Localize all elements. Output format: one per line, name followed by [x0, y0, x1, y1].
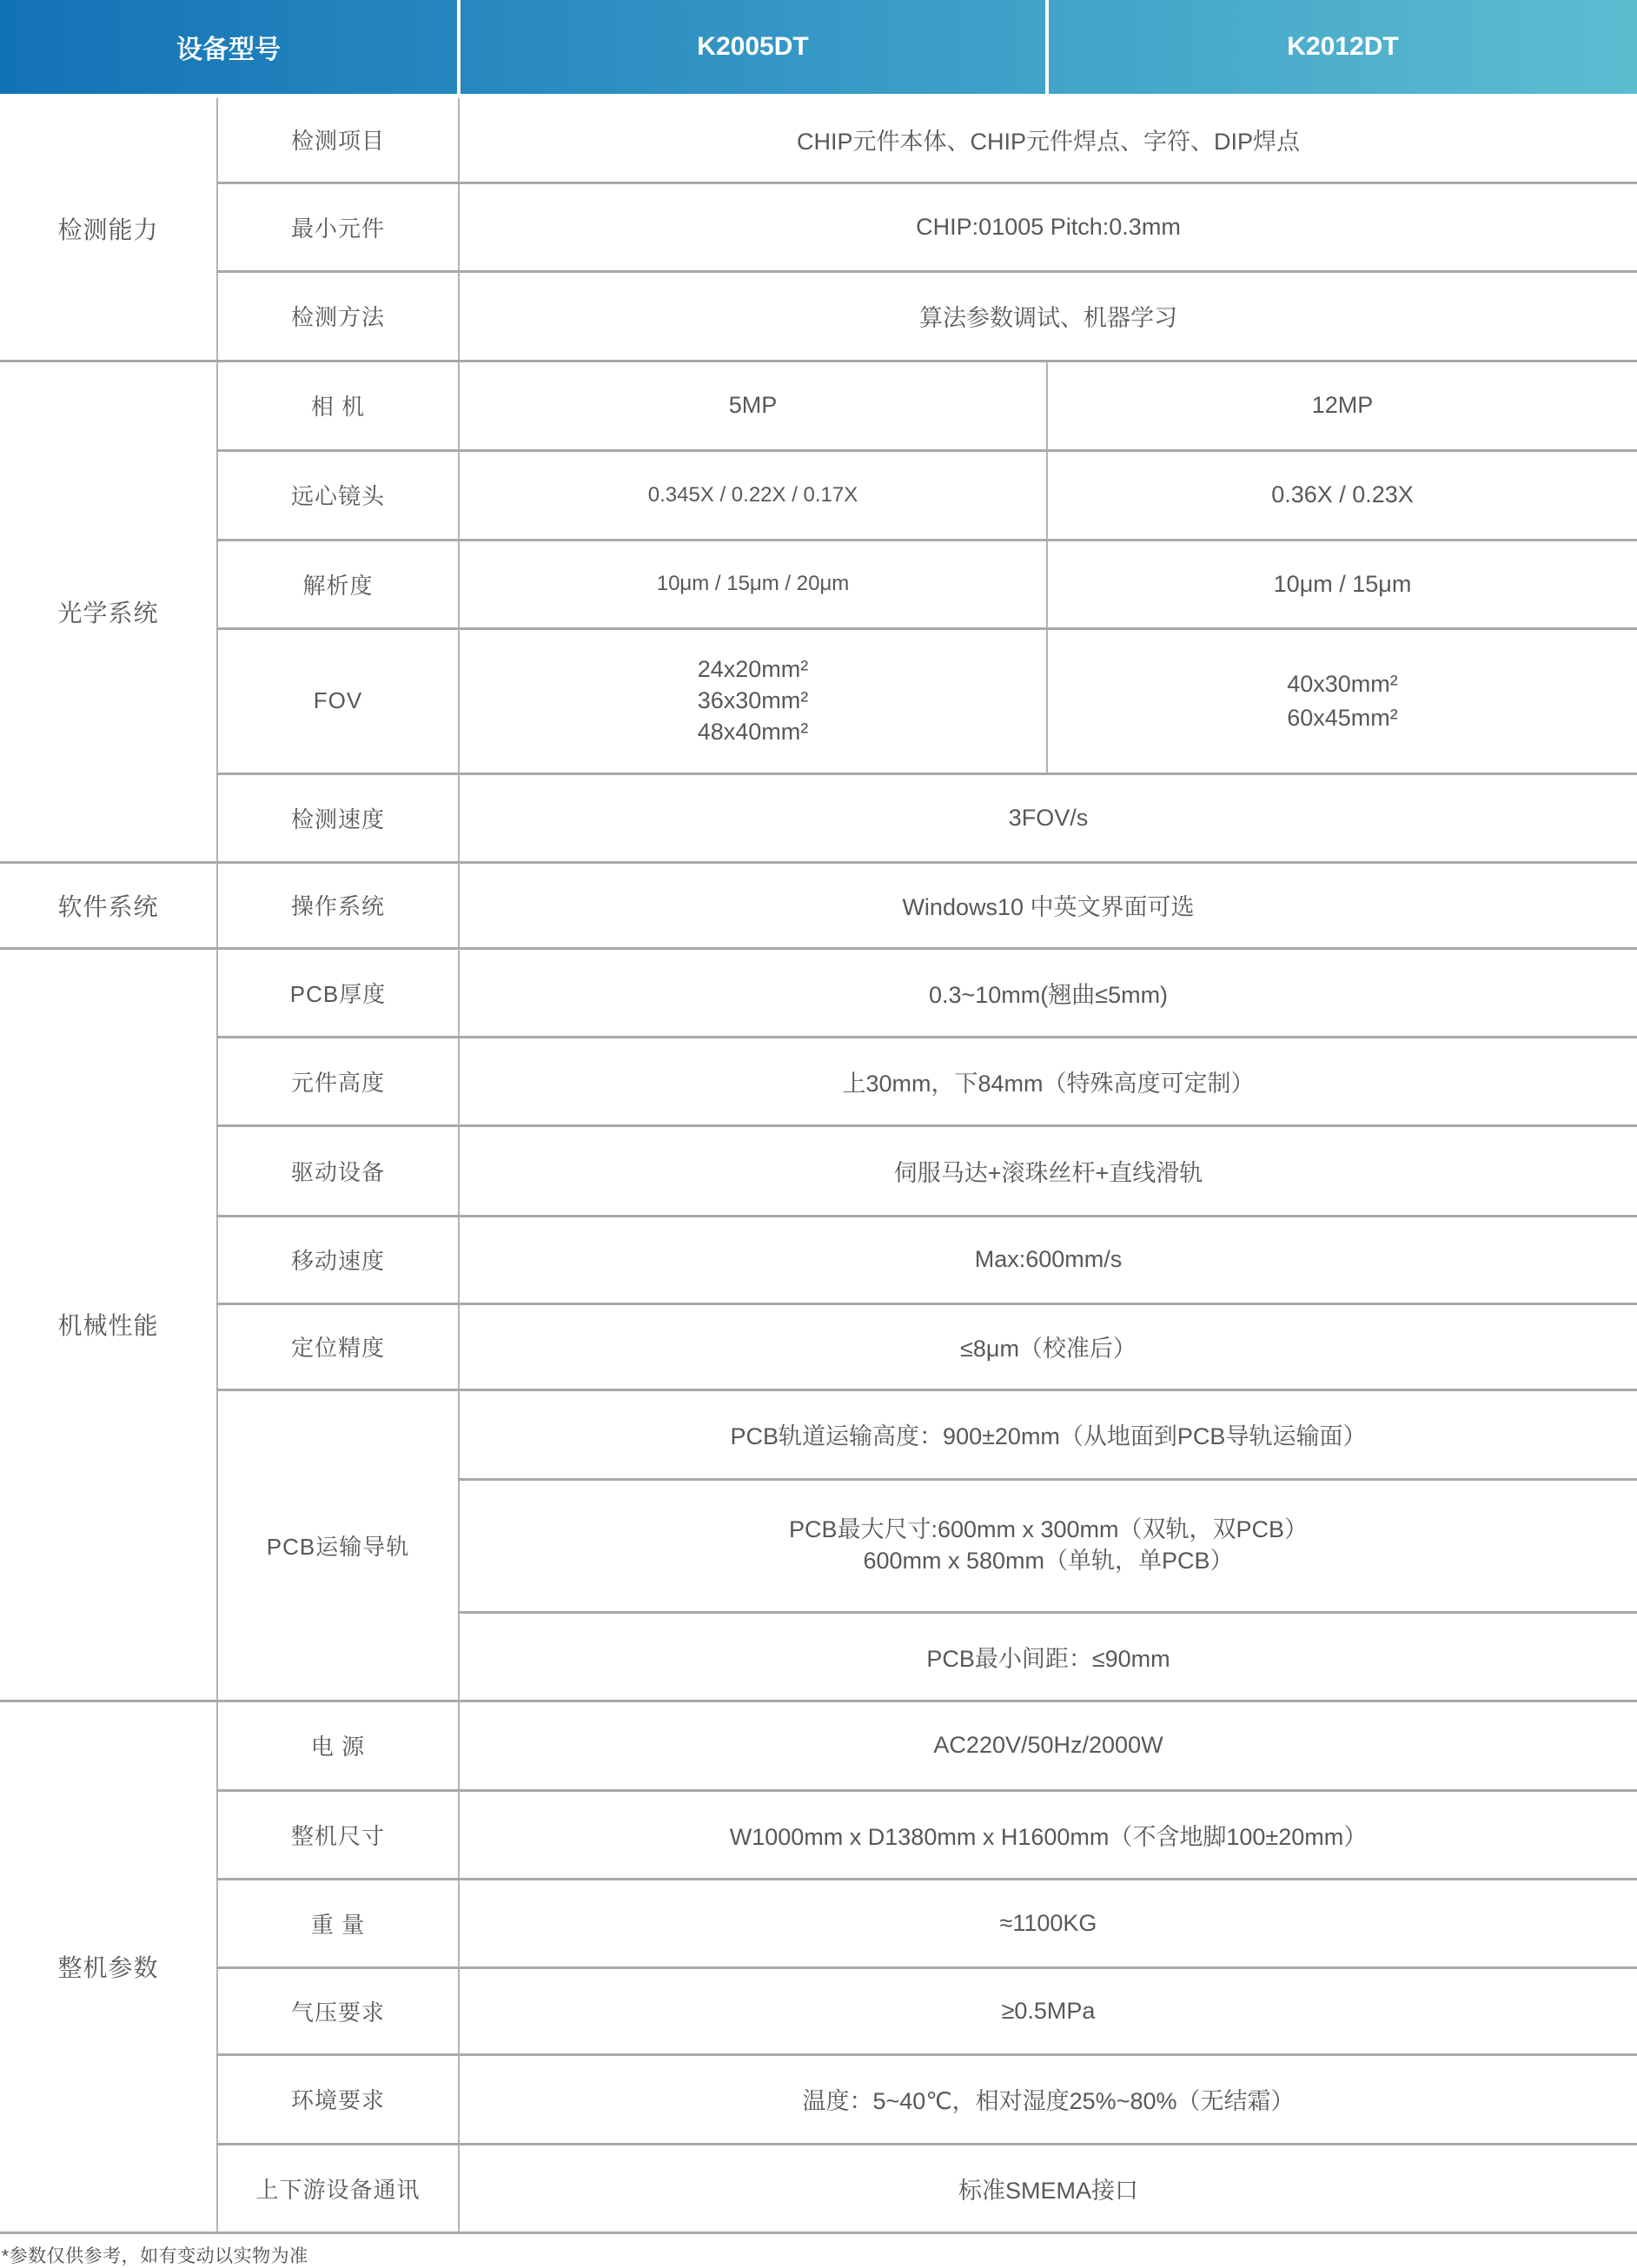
label-min-component: 最小元件 — [217, 182, 459, 271]
category-optical-system: 光学系统 — [0, 361, 217, 862]
label-power-supply: 电 源 — [217, 1701, 459, 1790]
row-inspection-speed — [0, 773, 1637, 862]
label-pcb-thickness: PCB厚度 — [217, 948, 459, 1037]
row-resolution — [0, 540, 1637, 628]
value-positioning-accuracy: ≤8μm（校准后） — [459, 1303, 1637, 1389]
label-inspection-speed: 检测速度 — [217, 773, 459, 862]
row-pcb-thickness — [0, 948, 1637, 1037]
header-model-k2012dt: K2012DT — [1047, 0, 1637, 96]
value-telecentric-lens-k2005dt: 0.345X / 0.22X / 0.17X — [459, 450, 1047, 540]
value-machine-dimensions: W1000mm x D1380mm x H1600mm（不含地脚100±20mm） — [459, 1790, 1637, 1879]
category-detection-capability: 检测能力 — [0, 96, 217, 361]
fov-line: 36x30mm² — [697, 687, 809, 713]
header-device-model: 设备型号 — [0, 0, 459, 96]
label-weight: 重 量 — [217, 1879, 459, 1967]
row-telecentric-lens — [0, 450, 1637, 540]
value-detection-method: 算法参数调试、机器学习 — [459, 271, 1637, 361]
row-positioning-accuracy — [0, 1303, 1637, 1389]
value-pcb-rail-height: PCB轨道运输高度：900±20mm（从地面到PCB导轨运输面） — [459, 1389, 1637, 1479]
label-air-pressure: 气压要求 — [217, 1967, 459, 2054]
label-fov: FOV — [217, 628, 459, 773]
label-component-height: 元件高度 — [217, 1037, 459, 1125]
row-air-pressure — [0, 1967, 1637, 2054]
fov-line: 24x20mm² — [697, 656, 809, 682]
value-environment: 温度：5~40℃，相对湿度25%~80%（无结霜） — [459, 2054, 1637, 2144]
label-positioning-accuracy: 定位精度 — [217, 1303, 459, 1389]
value-weight: ≈1100KG — [459, 1879, 1637, 1967]
value-air-pressure: ≥0.5MPa — [459, 1967, 1637, 2054]
value-component-height: 上30mm，下84mm（特殊高度可定制） — [459, 1037, 1637, 1125]
row-power-supply — [0, 1701, 1637, 1790]
label-resolution: 解析度 — [217, 540, 459, 628]
label-camera: 相 机 — [217, 361, 459, 450]
fov-line: 48x40mm² — [697, 719, 809, 745]
value-fov-k2005dt — [459, 628, 1047, 773]
label-pcb-conveyor-rail: PCB运输导轨 — [217, 1389, 459, 1701]
row-environment — [0, 2054, 1637, 2144]
category-software-system: 软件系统 — [0, 862, 217, 948]
row-machine-dimensions — [0, 1790, 1637, 1879]
label-operating-system: 操作系统 — [217, 862, 459, 948]
label-drive-system: 驱动设备 — [217, 1125, 459, 1216]
label-machine-dimensions: 整机尺寸 — [217, 1790, 459, 1879]
row-fov — [0, 628, 1637, 773]
label-smema-communication: 上下游设备通讯 — [217, 2144, 459, 2232]
value-resolution-k2012dt: 10μm / 15μm — [1047, 540, 1637, 628]
value-min-component: CHIP:01005 Pitch:0.3mm — [459, 182, 1637, 271]
value-detection-items: CHIP元件本体、CHIP元件焊点、字符、DIP焊点 — [459, 96, 1637, 182]
row-operating-system — [0, 862, 1637, 948]
row-detection-method — [0, 271, 1637, 361]
row-drive-system — [0, 1125, 1637, 1216]
value-drive-system: 伺服马达+滚珠丝杆+直线滑轨 — [459, 1125, 1637, 1216]
label-telecentric-lens: 远心镜头 — [217, 450, 459, 540]
label-environment: 环境要求 — [217, 2054, 459, 2144]
value-pcb-max-size — [459, 1479, 1637, 1612]
value-moving-speed: Max:600mm/s — [459, 1216, 1637, 1303]
value-inspection-speed: 3FOV/s — [459, 773, 1637, 862]
value-pcb-min-gap: PCB最小间距：≤90mm — [459, 1612, 1637, 1701]
value-camera-k2005dt: 5MP — [459, 361, 1047, 450]
label-moving-speed: 移动速度 — [217, 1216, 459, 1303]
category-machine-parameters: 整机参数 — [0, 1701, 217, 2232]
row-camera — [0, 361, 1637, 450]
fov-line: 40x30mm² — [1287, 670, 1398, 697]
fov-line: 60x45mm² — [1287, 704, 1398, 731]
row-weight — [0, 1879, 1637, 1967]
value-camera-k2012dt: 12MP — [1047, 361, 1637, 450]
value-smema-communication: 标准SMEMA接口 — [459, 2144, 1637, 2232]
value-power-supply: AC220V/50Hz/2000W — [459, 1701, 1637, 1790]
row-smema-communication — [0, 2144, 1637, 2232]
value-pcb-thickness: 0.3~10mm(翘曲≤5mm) — [459, 948, 1637, 1037]
pcb-max-size-line: PCB最大尺寸:600mm x 300mm（双轨，双PCB） — [788, 1516, 1309, 1542]
row-moving-speed — [0, 1216, 1637, 1303]
value-fov-k2012dt — [1047, 628, 1637, 773]
header-model-k2005dt: K2005DT — [459, 0, 1047, 96]
value-operating-system: Windows10 中英文界面可选 — [459, 862, 1637, 948]
value-resolution-k2005dt: 10μm / 15μm / 20μm — [459, 540, 1047, 628]
row-detection-items — [0, 96, 1637, 182]
label-detection-items: 检测项目 — [217, 96, 459, 182]
footnote: *参数仅供参考，如有变动以实物为准 — [2, 2245, 308, 2266]
row-pcb-rail-height — [0, 1389, 1637, 1479]
pcb-max-size-line: 600mm x 580mm（单轨，单PCB） — [863, 1548, 1234, 1574]
row-component-height — [0, 1037, 1637, 1125]
category-mechanical-performance: 机械性能 — [0, 948, 217, 1701]
label-detection-method: 检测方法 — [217, 271, 459, 361]
table-header-row — [0, 0, 1637, 96]
row-min-component — [0, 182, 1637, 271]
value-telecentric-lens-k2012dt: 0.36X / 0.23X — [1047, 450, 1637, 540]
